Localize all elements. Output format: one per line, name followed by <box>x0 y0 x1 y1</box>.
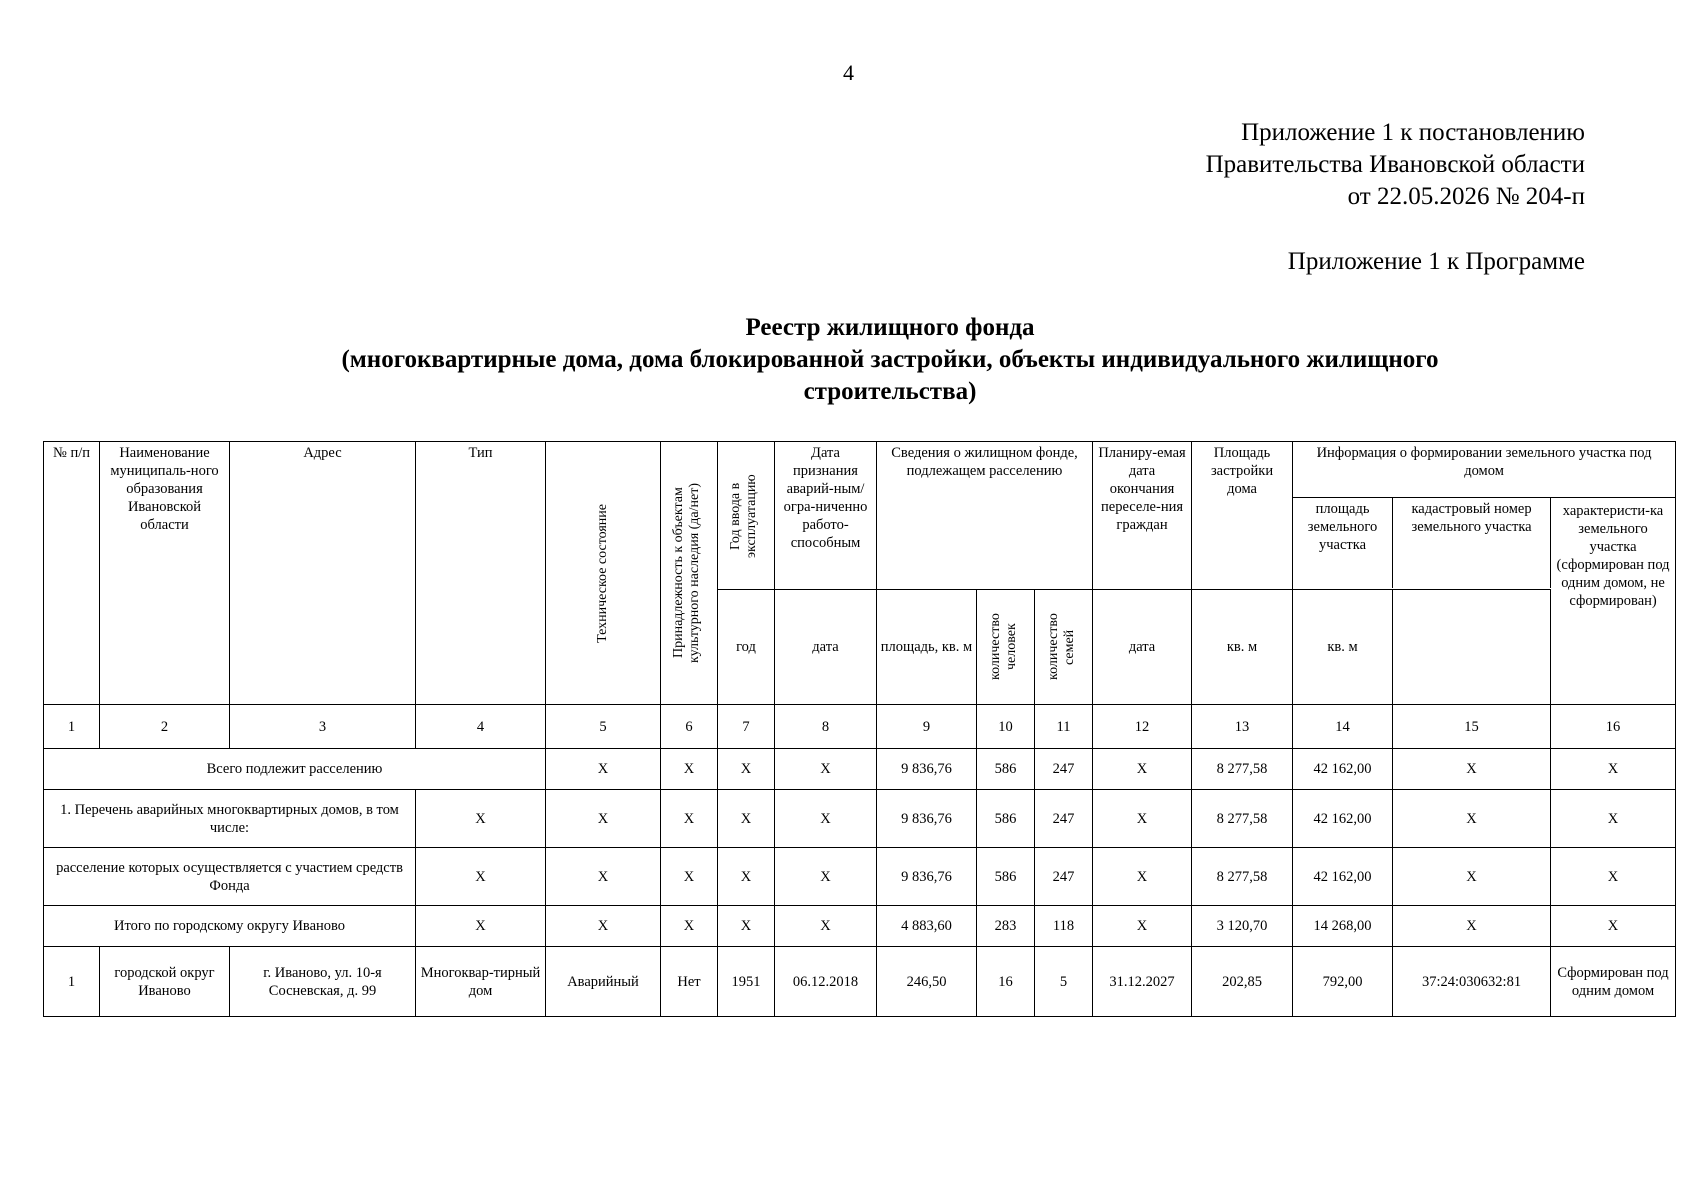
col-number: 10 <box>977 705 1035 749</box>
col-number: 15 <box>1393 705 1551 749</box>
annex-line-3: от 22.05.2026 № 204-п <box>1347 183 1585 210</box>
cell-people: 283 <box>977 906 1035 947</box>
cell-tech: X <box>546 749 661 790</box>
table-row <box>44 947 1676 1017</box>
col-number: 14 <box>1293 705 1393 749</box>
cell-year: X <box>718 790 775 848</box>
header-land-area: площадь земельного участка <box>1293 498 1393 588</box>
cell-type: X <box>416 790 546 848</box>
summary-row-emergency-list <box>44 790 1676 848</box>
cell-date: X <box>775 906 877 947</box>
cell-date: X <box>775 848 877 906</box>
cell-type: X <box>416 906 546 947</box>
header-built-area: Площадь застройки дома <box>1192 442 1293 590</box>
col-number: 7 <box>718 705 775 749</box>
cell-built-area: 202,85 <box>1192 947 1293 1017</box>
header-num: № п/п <box>44 442 100 705</box>
cell-built-area: 8 277,58 <box>1192 848 1293 906</box>
cell-cadastral: X <box>1393 848 1551 906</box>
cell-land-char: X <box>1551 790 1676 848</box>
table-body <box>44 705 1676 1017</box>
cell-year: 1951 <box>718 947 775 1017</box>
cell-built-area: 3 120,70 <box>1192 906 1293 947</box>
unit-cadastral-blank <box>1393 590 1551 705</box>
col-number: 11 <box>1035 705 1093 749</box>
page-number: 4 <box>843 60 854 85</box>
cell-heritage: X <box>661 790 718 848</box>
cell-people: 16 <box>977 947 1035 1017</box>
cell-families: 247 <box>1035 790 1093 848</box>
unit-people-cell <box>977 590 1035 705</box>
cell-land-area: 14 268,00 <box>1293 906 1393 947</box>
summary-label: 1. Перечень аварийных многоквартирных домов, в том числе: <box>44 790 416 848</box>
annex-reference <box>1206 117 1585 213</box>
cell-people: 586 <box>977 790 1035 848</box>
cell-land-char: X <box>1551 906 1676 947</box>
cell-heritage: X <box>661 749 718 790</box>
unit-people: количество человек <box>987 613 1019 681</box>
cell-tech: X <box>546 906 661 947</box>
unit-year: год <box>718 590 775 705</box>
cell-planned: X <box>1093 749 1192 790</box>
header-address: Адрес <box>230 442 416 705</box>
cell-families: 247 <box>1035 848 1093 906</box>
cell-date: X <box>775 749 877 790</box>
unit-date: дата <box>775 590 877 705</box>
unit-families-cell <box>1035 590 1093 705</box>
col-number: 8 <box>775 705 877 749</box>
col-number: 13 <box>1192 705 1293 749</box>
cell-built-area: 8 277,58 <box>1192 749 1293 790</box>
cell-people: 586 <box>977 749 1035 790</box>
header-housing-info: Сведения о жилищном фонде, подлежащем расселению <box>877 442 1093 590</box>
cell-families: 5 <box>1035 947 1093 1017</box>
header-tech-state: Техническое состояние <box>595 503 610 643</box>
col-number: 6 <box>661 705 718 749</box>
header-cadastral: кадастровый номер земельного участка <box>1393 498 1551 588</box>
cell-land-area: 792,00 <box>1293 947 1393 1017</box>
cell-year: X <box>718 906 775 947</box>
cell-land-char: Сформирован под одним домом <box>1551 947 1676 1017</box>
summary-label: Итого по городскому округу Иваново <box>44 906 416 947</box>
unit-built-area: кв. м <box>1192 590 1293 705</box>
cell-date: 06.12.2018 <box>775 947 877 1017</box>
header-planned-date: Планиру-емая дата окончания переселе-ния граждан <box>1093 442 1192 590</box>
header-heritage: Принадлежность к объектам культурного наследия (да/нет) <box>671 483 702 664</box>
cell-land-area: 42 162,00 <box>1293 848 1393 906</box>
unit-area: площадь, кв. м <box>877 590 977 705</box>
cell-cadastral: 37:24:030632:81 <box>1393 947 1551 1017</box>
cell-area: 246,50 <box>877 947 977 1017</box>
col-number: 5 <box>546 705 661 749</box>
summary-row-fund <box>44 848 1676 906</box>
cell-num: 1 <box>44 947 100 1017</box>
cell-families: 247 <box>1035 749 1093 790</box>
cell-people: 586 <box>977 848 1035 906</box>
header-land-info: Информация о формировании земельного участка под домом <box>1293 442 1675 498</box>
cell-planned: X <box>1093 790 1192 848</box>
header-heritage-cell <box>661 442 718 705</box>
cell-area: 9 836,76 <box>877 848 977 906</box>
cell-land-area: 42 162,00 <box>1293 749 1393 790</box>
cell-type: X <box>416 848 546 906</box>
col-number: 16 <box>1551 705 1676 749</box>
unit-families: количество семей <box>1045 613 1077 681</box>
cell-tech: Аварийный <box>546 947 661 1017</box>
cell-planned: 31.12.2027 <box>1093 947 1192 1017</box>
cell-cadastral: X <box>1393 790 1551 848</box>
annex-line-2: Правительства Ивановской области <box>1205 151 1585 178</box>
cell-cadastral: X <box>1393 749 1551 790</box>
unit-land-area: кв. м <box>1293 590 1393 705</box>
cell-land-char: X <box>1551 749 1676 790</box>
header-tech-state-cell <box>546 442 661 705</box>
col-number: 9 <box>877 705 977 749</box>
cell-year: X <box>718 749 775 790</box>
document-title <box>200 312 1580 408</box>
column-number-row <box>44 705 1676 749</box>
cell-type: Многоквар-тирный дом <box>416 947 546 1017</box>
cell-tech: X <box>546 790 661 848</box>
cell-heritage: Нет <box>661 947 718 1017</box>
summary-row-ivanovo <box>44 906 1676 947</box>
summary-label: расселение которых осуществляется с участием средств Фонда <box>44 848 416 906</box>
title-line-1: Реестр жилищного фонда <box>745 314 1035 341</box>
cell-area: 9 836,76 <box>877 790 977 848</box>
col-number: 12 <box>1093 705 1192 749</box>
annex-line-1: Приложение 1 к постановлению <box>1241 119 1585 146</box>
cell-built-area: 8 277,58 <box>1192 790 1293 848</box>
header-land-char-cell <box>1551 503 1676 705</box>
cell-land-char: X <box>1551 848 1676 906</box>
header-municipality: Наименование муниципаль-ного образования Ивановской области <box>100 442 230 705</box>
col-number: 1 <box>44 705 100 749</box>
annex-program: Приложение 1 к Программе <box>1287 248 1585 275</box>
header-year-built: Год ввода в эксплуатацию <box>728 473 759 558</box>
cell-heritage: X <box>661 906 718 947</box>
cell-area: 9 836,76 <box>877 749 977 790</box>
unit-planned-date: дата <box>1093 590 1192 705</box>
col-number: 4 <box>416 705 546 749</box>
header-emergency-date: Дата признания аварий-ным/огра-ниченно работо-способным <box>775 442 877 590</box>
cell-heritage: X <box>661 848 718 906</box>
col-number: 3 <box>230 705 416 749</box>
cell-address: г. Иваново, ул. 10-я Сосневская, д. 99 <box>230 947 416 1017</box>
header-row-1 <box>44 442 1676 590</box>
header-land-char: характеристи-ка земельного участка (сформирован под одним домом, не сформирован) <box>1551 500 1675 612</box>
cell-date: X <box>775 790 877 848</box>
header-year-built-cell <box>718 442 775 590</box>
cell-year: X <box>718 848 775 906</box>
title-line-2: (многоквартирные дома, дома блокированной застройки, объекты индивидуального жилищного <box>341 346 1439 373</box>
cell-municipality: городской округ Иваново <box>100 947 230 1017</box>
header-type: Тип <box>416 442 546 705</box>
registry-table <box>43 441 1676 1017</box>
cell-planned: X <box>1093 906 1192 947</box>
title-line-3: строительства) <box>803 378 977 405</box>
cell-area: 4 883,60 <box>877 906 977 947</box>
summary-label: Всего подлежит расселению <box>44 749 546 790</box>
cell-land-area: 42 162,00 <box>1293 790 1393 848</box>
cell-cadastral: X <box>1393 906 1551 947</box>
col-number: 2 <box>100 705 230 749</box>
cell-planned: X <box>1093 848 1192 906</box>
cell-families: 118 <box>1035 906 1093 947</box>
cell-tech: X <box>546 848 661 906</box>
summary-row-total <box>44 749 1676 790</box>
